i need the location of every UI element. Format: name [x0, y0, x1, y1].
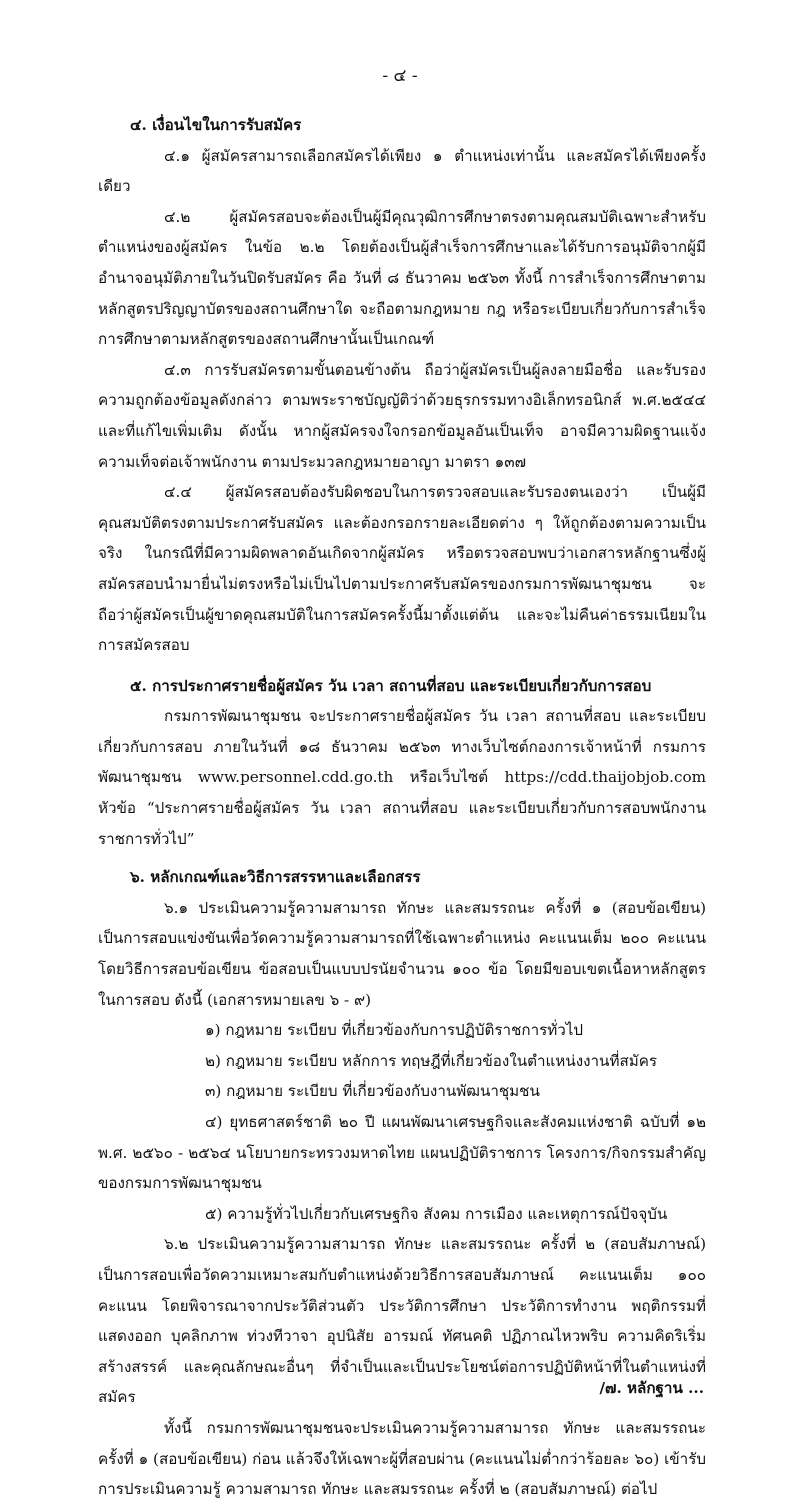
section-6-heading: ๖. หลักเกณฑ์และวิธีการสรรหาและเลือกสรร	[130, 868, 421, 887]
section-4-heading: ๔. เงื่อนไขในการรับสมัคร	[130, 116, 302, 134]
section-5-heading: ๕. การประกาศรายชื่อผู้สมัคร วัน เวลา สถานที่สอบ และระเบียบเกี่ยวกับการสอบ	[130, 676, 652, 695]
clause-4-1: ๔.๑ ผู้สมัครสามารถเลือกสมัครได้เพียง ๑ ตำแหน่งเท่านั้น และสมัครได้เพียงครั้งเดียว	[98, 146, 706, 196]
continuation-note: /๗. หลักฐาน ...	[599, 1379, 704, 1397]
list-item-4: ๔) ยุทธศาสตร์ชาติ ๒๐ ปี แผนพัฒนาเศรษฐกิจและสังคมแห่งชาติ ฉบับที่ ๑๒ พ.ศ. ๒๕๖๐ - ๒๕๖๔ นโยบายกระทรวงมหาดไทย แผนปฏิบัติราชการ โครงการ/กิจกรรมสำคัญของกรมการพัฒนาชุมชน	[98, 1113, 706, 1193]
document-body	[98, 110, 706, 1505]
list-item: ๓) กฎหมาย ระเบียบ ที่เกี่ยวข้องกับงานพัฒนาชุมชน	[205, 1082, 540, 1101]
list-item: ๒) กฎหมาย ระเบียบ หลักการ ทฤษฎีที่เกี่ยวข้องในตำแหน่งงานที่สมัคร	[205, 1051, 658, 1070]
section-5-paragraph: กรมการพัฒนาชุมชน จะประกาศรายชื่อผู้สมัคร วัน เวลา สถานที่สอบ และระเบียบเกี่ยวกับการสอบ ภายในวันที่ ๑๘ ธันวาคม ๒๕๖๓ ทางเว็บไซต์กองการเจ้าหน้าที่ กรมการพัฒนาชุมชน www.personnel.cdd.go.th หรือเว็บไซต์ https://cdd.thaijobjob.com หัวข้อ “ประกาศรายชื่อผู้สมัคร วัน เวลา สถานที่สอบ และระเบียบเกี่ยวกับการสอบพนักงานราชการทั่วไป”	[98, 707, 706, 848]
list-item: ๑) กฎหมาย ระเบียบ ที่เกี่ยวข้องกับการปฏิบัติราชการทั่วไป	[205, 1021, 584, 1040]
page-number: - ๔ -	[382, 66, 418, 86]
list-item-5: ๕) ความรู้ทั่วไปเกี่ยวกับเศรษฐกิจ สังคม การเมือง และเหตุการณ์ปัจจุบัน	[205, 1204, 668, 1223]
clause-6-note: ทั้งนี้ กรมการพัฒนาชุมชนจะประเมินความรู้ความสามารถ ทักษะ และสมรรถนะ ครั้งที่ ๑ (สอบข้อเขียน) ก่อน แล้วจึงให้เฉพาะผู้ที่สอบผ่าน (คะแนนไม่ต่ำกว่าร้อยละ ๖๐) เข้ารับการประเมินความรู้ ความสามารถ ทักษะ และสมรรถนะ ครั้งที่ ๒ (สอบสัมภาษณ์) ต่อไป	[98, 1418, 706, 1499]
clause-4-4: ๔.๔ ผู้สมัครสอบต้องรับผิดชอบในการตรวจสอบและรับรองตนเองว่า เป็นผู้มีคุณสมบัติตรงตามประกาศรับสมัคร และต้องกรอกรายละเอียดต่าง ๆ ให้ถูกต้องตามความเป็นจริง ในกรณีที่มีความผิดพลาดอันเกิดจากผู้สมัคร หรือตรวจสอบพบว่าเอกสารหลักฐานซึ่งผู้สมัครสอบนำมายื่นไม่ตรงหรือไม่เป็นไปตามประกาศรับสมัครของกรมการพัฒนาชุมชน จะถือว่าผู้สมัครเป็นผู้ขาดคุณสมบัติในการสมัครครั้งนี้มาตั้งแต่ต้น และจะไม่คืนค่าธรรมเนียมในการสมัครสอบ	[98, 483, 706, 655]
clause-4-2: ๔.๒ ผู้สมัครสอบจะต้องเป็นผู้มีคุณวุฒิการศึกษาตรงตามคุณสมบัติเฉพาะสำหรับตำแหน่งของผู้สมัคร ในข้อ ๒.๒ โดยต้องเป็นผู้สำเร็จการศึกษาและได้รับการอนุมัติจากผู้มีอำนาจอนุมัติภายในวันปิดรับสมัคร คือ วันที่ ๘ ธันวาคม ๒๕๖๓ ทั้งนี้ การสำเร็จการศึกษาตามหลักสูตรปริญญาบัตรของสถานศึกษาใด จะถือตามกฎหมาย กฎ หรือระเบียบเกี่ยวกับการสำเร็จการศึกษาตามหลักสูตรของสถานศึกษานั้นเป็นเกณฑ์	[98, 207, 706, 349]
clause-6-2: ๖.๒ ประเมินความรู้ความสามารถ ทักษะ และสมรรถนะ ครั้งที่ ๒ (สอบสัมภาษณ์) เป็นการสอบเพื่อวัดความเหมาะสมกับตำแหน่งด้วยวิธีการสอบสัมภาษณ์ คะแนนเต็ม ๑๐๐ คะแนน โดยพิจารณาจากประวัติส่วนตัว ประวัติการศึกษา ประวัติการทำงาน พฤติกรรมที่แสดงออก บุคลิกภาพ ท่วงทีวาจา อุปนิสัย อารมณ์ ทัศนคติ ปฏิภาณไหวพริบ ความคิดริเริ่มสร้างสรรค์ และคุณลักษณะอื่นๆ ที่จำเป็นและเป็นประโยชน์ต่อการปฏิบัติหน้าที่ในตำแหน่งที่สมัคร	[98, 1235, 706, 1407]
clause-4-3: ๔.๓ การรับสมัครตามขั้นตอนข้างต้น ถือว่าผู้สมัครเป็นผู้ลงลายมือชื่อ และรับรองความถูกต้องข้อมูลดังกล่าว ตามพระราชบัญญัติว่าด้วยธุรกรรมทางอิเล็กทรอนิกส์ พ.ศ.๒๕๔๔ และที่แก้ไขเพิ่มเติม ดังนั้น หากผู้สมัครจงใจกรอกข้อมูลอันเป็นเท็จ อาจมีความผิดฐานแจ้งความเท็จต่อเจ้าพนักงาน ตามประมวลกฎหมายอาญา มาตรา ๑๓๗	[98, 360, 706, 471]
clause-6-1: ๖.๑ ประเมินความรู้ความสามารถ ทักษะ และสมรรถนะ ครั้งที่ ๑ (สอบข้อเขียน) เป็นการสอบแข่งขันเพื่อวัดความรู้ความสามารถที่ใช้เฉพาะตำแหน่ง คะแนนเต็ม ๒๐๐ คะแนน โดยวิธีการสอบข้อเขียน ข้อสอบเป็นแบบปรนัยจำนวน ๑๐๐ ข้อ โดยมีขอบเขตเนื้อหาหลักสูตรในการสอบ ดังนี้ (เอกสารหมายเลข ๖ - ๙)	[98, 898, 706, 1009]
